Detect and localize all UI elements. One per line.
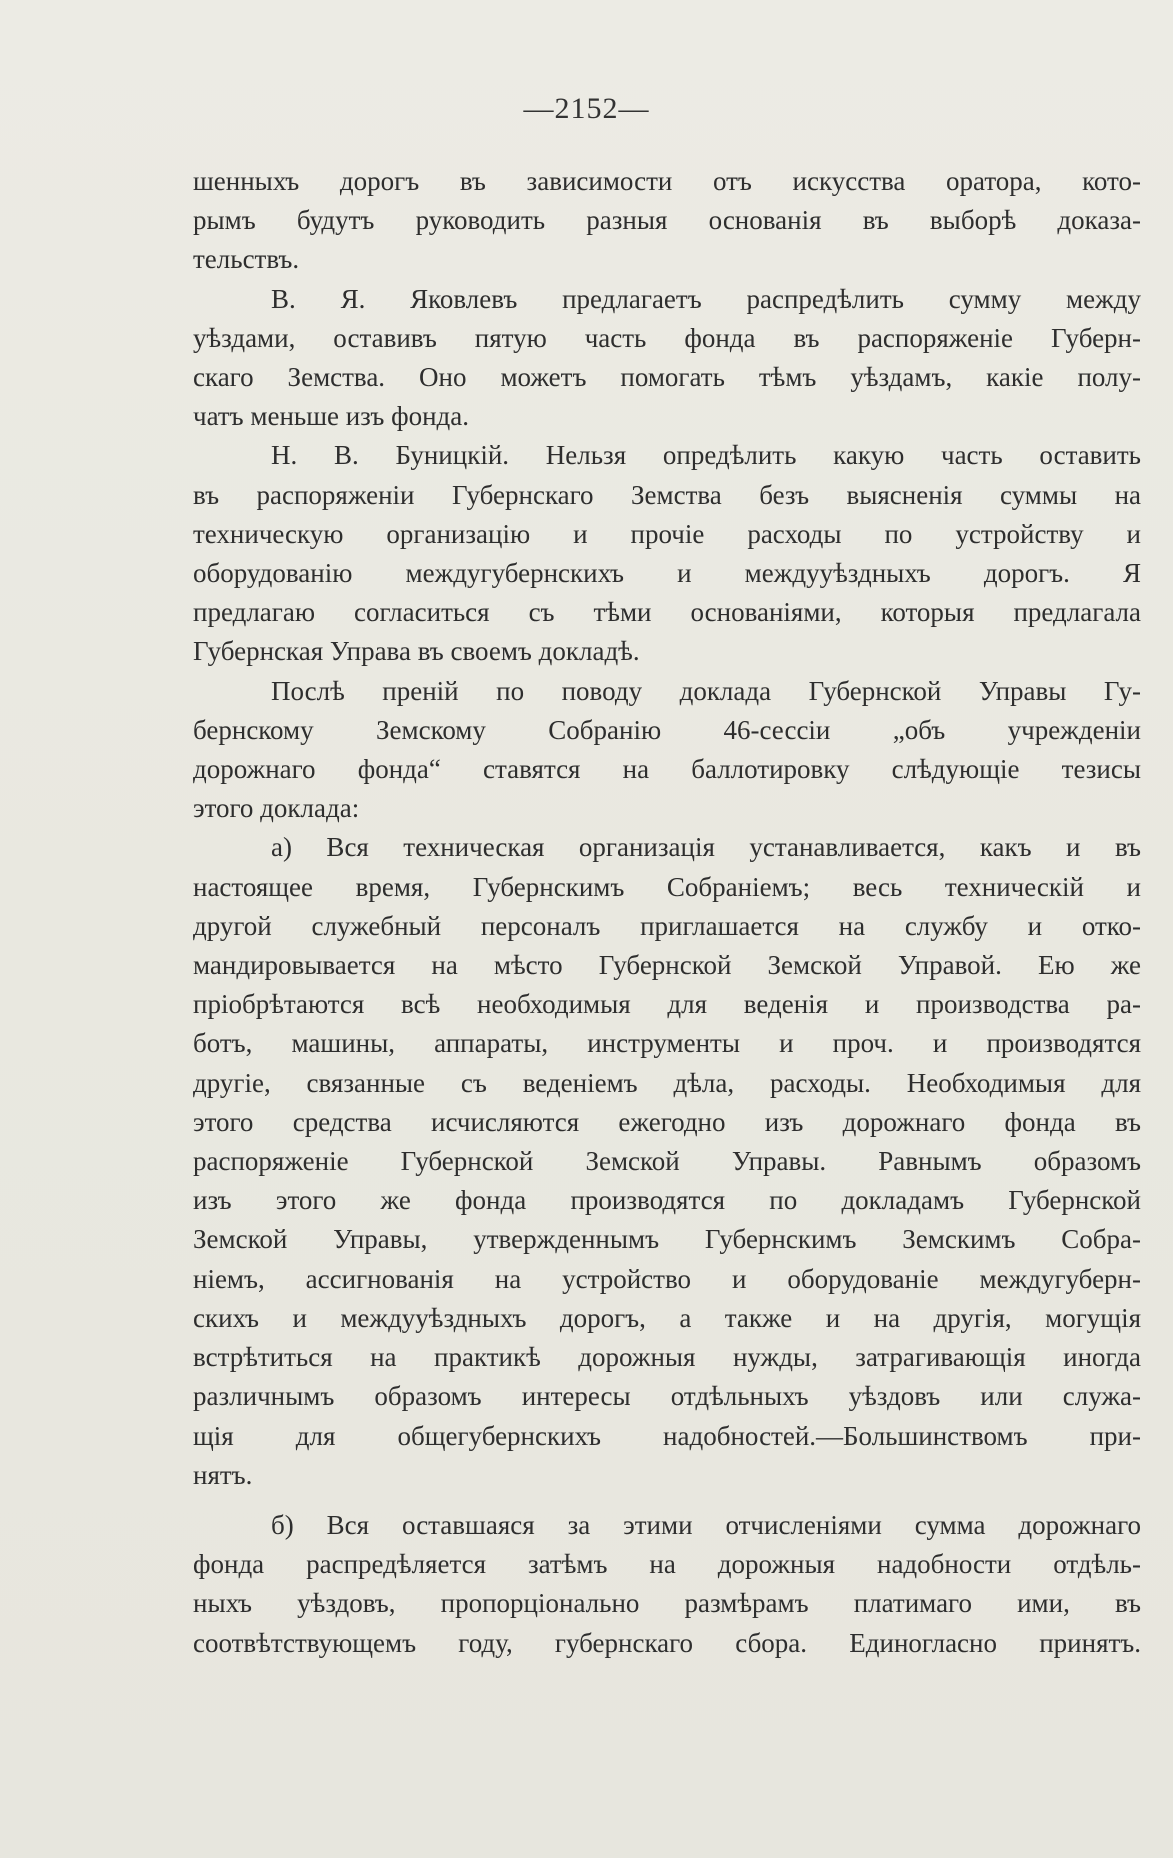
- text-line: б) Вся оставшаяся за этими отчисленіями сумма дорожнаго: [271, 1509, 1141, 1540]
- text-line: фонда распредѣляется затѣмъ на дорожныя надобности отдѣль-: [193, 1549, 1141, 1580]
- text-line: изъ этого же фонда производятся по докладамъ Губернской: [193, 1185, 1141, 1216]
- paragraph-thesis-b: [193, 1506, 1141, 1663]
- text-line: встрѣтиться на практикѣ дорожныя нужды, затрагивающія иногда: [193, 1342, 1141, 1373]
- text-line: различнымъ образомъ интересы отдѣльныхъ уѣздовъ или служа-: [193, 1381, 1141, 1412]
- text-line: нятъ.: [193, 1459, 253, 1490]
- text-line: скаго Земства. Оно можетъ помогать тѣмъ уѣздамъ, какіе полу-: [193, 362, 1141, 393]
- text-body: [193, 162, 1141, 1663]
- text-line: другіе, связанные съ веденіемъ дѣла, расходы. Необходимыя для: [193, 1067, 1141, 1098]
- text-line: распоряженіе Губернской Земской Управы. Равнымъ образомъ: [193, 1146, 1141, 1177]
- text-line: а) Вся техническая организація устанавливается, какъ и въ: [271, 832, 1141, 863]
- text-line: мандировывается на мѣсто Губернской Земской Управой. Ею же: [193, 950, 1141, 981]
- text-line: Земской Управы, утвержденнымъ Губернскимъ Земскимъ Собра-: [193, 1224, 1141, 1255]
- text-line: рымъ будутъ руководить разныя основанія въ выборѣ доказа-: [193, 205, 1141, 236]
- text-line: оборудованію междугубернскихъ и междууѣздныхъ дорогъ. Я: [193, 558, 1141, 589]
- text-line: пріобрѣтаются всѣ необходимыя для веденія и производства ра-: [193, 989, 1141, 1020]
- text-line: ботъ, машины, аппараты, инструменты и проч. и производятся: [193, 1028, 1141, 1059]
- text-line: Н. В. Буницкій. Нельзя опредѣлить какую часть оставить: [271, 440, 1141, 471]
- text-line: ныхъ уѣздовъ, пропорціонально размѣрамъ платимаго ими, въ: [193, 1588, 1141, 1619]
- text-line: Послѣ преній по поводу доклада Губернской Управы Гу-: [271, 675, 1141, 706]
- text-line: другой служебный персоналъ приглашается на службу и отко-: [193, 910, 1141, 941]
- text-line: техническую организацію и прочіе расходы по устройству и: [193, 518, 1141, 549]
- text-line: предлагаю согласиться съ тѣми основаніями, которыя предлагала: [193, 597, 1141, 628]
- text-line: чатъ меньше изъ фонда.: [193, 401, 470, 432]
- page-number: —2152—: [523, 92, 650, 125]
- text-line: ніемъ, ассигнованія на устройство и оборудованіе междугуберн-: [193, 1263, 1141, 1294]
- text-line: уѣздами, оставивъ пятую часть фонда въ распоряженіе Губерн-: [193, 322, 1141, 353]
- text-line: скихъ и междууѣздныхъ дорогъ, а также и на другія, могущія: [193, 1302, 1141, 1333]
- text-line: соотвѣтствующемъ году, губернскаго сбора. Единогласно принятъ.: [193, 1627, 1141, 1658]
- text-line: этого доклада:: [193, 793, 360, 824]
- text-line: дорожнаго фонда“ ставятся на баллотировку слѣдующіе тезисы: [193, 754, 1141, 785]
- text-line: этого средства исчисляются ежегодно изъ дорожнаго фонда въ: [193, 1106, 1141, 1137]
- paragraph-continuation: [193, 162, 1141, 280]
- paragraph-thesis-a: [193, 828, 1141, 1494]
- paragraph-yakovlev: [193, 280, 1141, 437]
- text-line: шенныхъ дорогъ въ зависимости отъ искусства оратора, кото-: [193, 166, 1141, 196]
- text-line: тельствъ.: [193, 244, 300, 275]
- text-line: въ распоряженіи Губернскаго Земства безъ выясненія суммы на: [193, 479, 1141, 510]
- text-line: Губернская Управа въ своемъ докладѣ.: [193, 636, 640, 667]
- text-line: В. Я. Яковлевъ предлагаетъ распредѣлить сумму между: [271, 283, 1141, 314]
- text-line: бернскому Земскому Собранію 46-сессіи „объ учрежденіи: [193, 714, 1141, 745]
- paragraph-debate: [193, 672, 1141, 829]
- text-line: настоящее время, Губернскимъ Собраніемъ; весь техническій и: [193, 871, 1141, 902]
- text-line: щія для общегубернскихъ надобностей.—Большинствомъ при-: [193, 1420, 1141, 1451]
- paragraph-bunitsky: [193, 436, 1141, 671]
